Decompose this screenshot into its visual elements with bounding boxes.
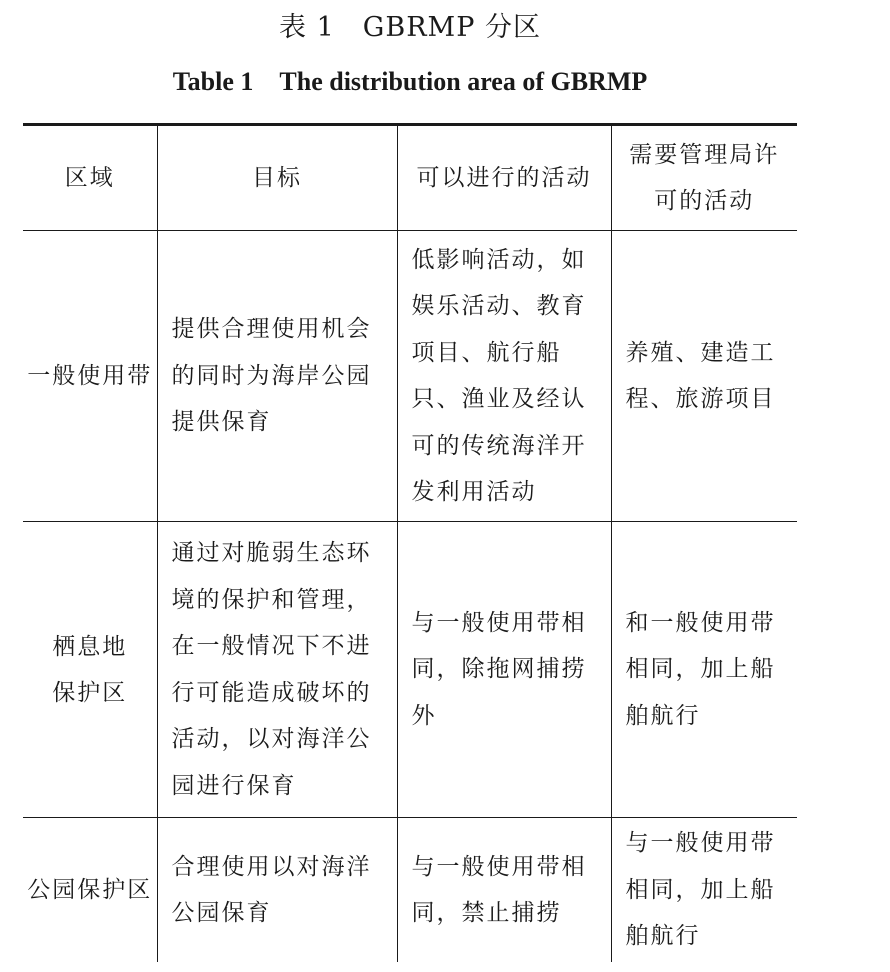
permit-cell: 养殖、建造工程、旅游项目 [611,231,797,522]
goal-cell: 合理使用以对海洋公园保育 [157,818,397,963]
zone-cell: 栖息地保护区 [23,522,157,818]
allowed-cell: 与一般使用带相同，除拖网捕捞外 [397,522,611,818]
header-goal: 目标 [157,125,397,231]
table-row [23,818,797,963]
zone-cell: 一般使用带 [23,231,157,522]
allowed-cell: 低影响活动，如娱乐活动、教育项目、航行船只、渔业及经认可的传统海洋开发利用活动 [397,231,611,522]
table-header-row [23,125,797,231]
header-permit-activities: 需要管理局许可的活动 [611,125,797,231]
header-allowed-activities: 可以进行的活动 [397,125,611,231]
table-caption-english: Table 1 The distribution area of GBRMP [172,67,648,96]
table-row [23,522,797,818]
goal-cell: 通过对脆弱生态环境的保护和管理，在一般情况下不进行可能造成破坏的活动，以对海洋公园进行保育 [157,522,397,818]
zone-cell: 公园保护区 [27,876,153,903]
permit-cell: 与一般使用带相同，加上船舶航行 [611,818,797,963]
allowed-cell: 与一般使用带相同，禁止捕捞 [397,818,611,963]
goal-cell: 提供合理使用机会的同时为海岸公园提供保育 [157,231,397,522]
header-zone: 区域 [23,125,157,231]
zoning-table [23,123,797,962]
table-caption-chinese: 表 1 GBRMP 分区 [279,12,541,43]
table-row [23,231,797,522]
permit-cell: 和一般使用带相同，加上船舶航行 [611,522,797,818]
